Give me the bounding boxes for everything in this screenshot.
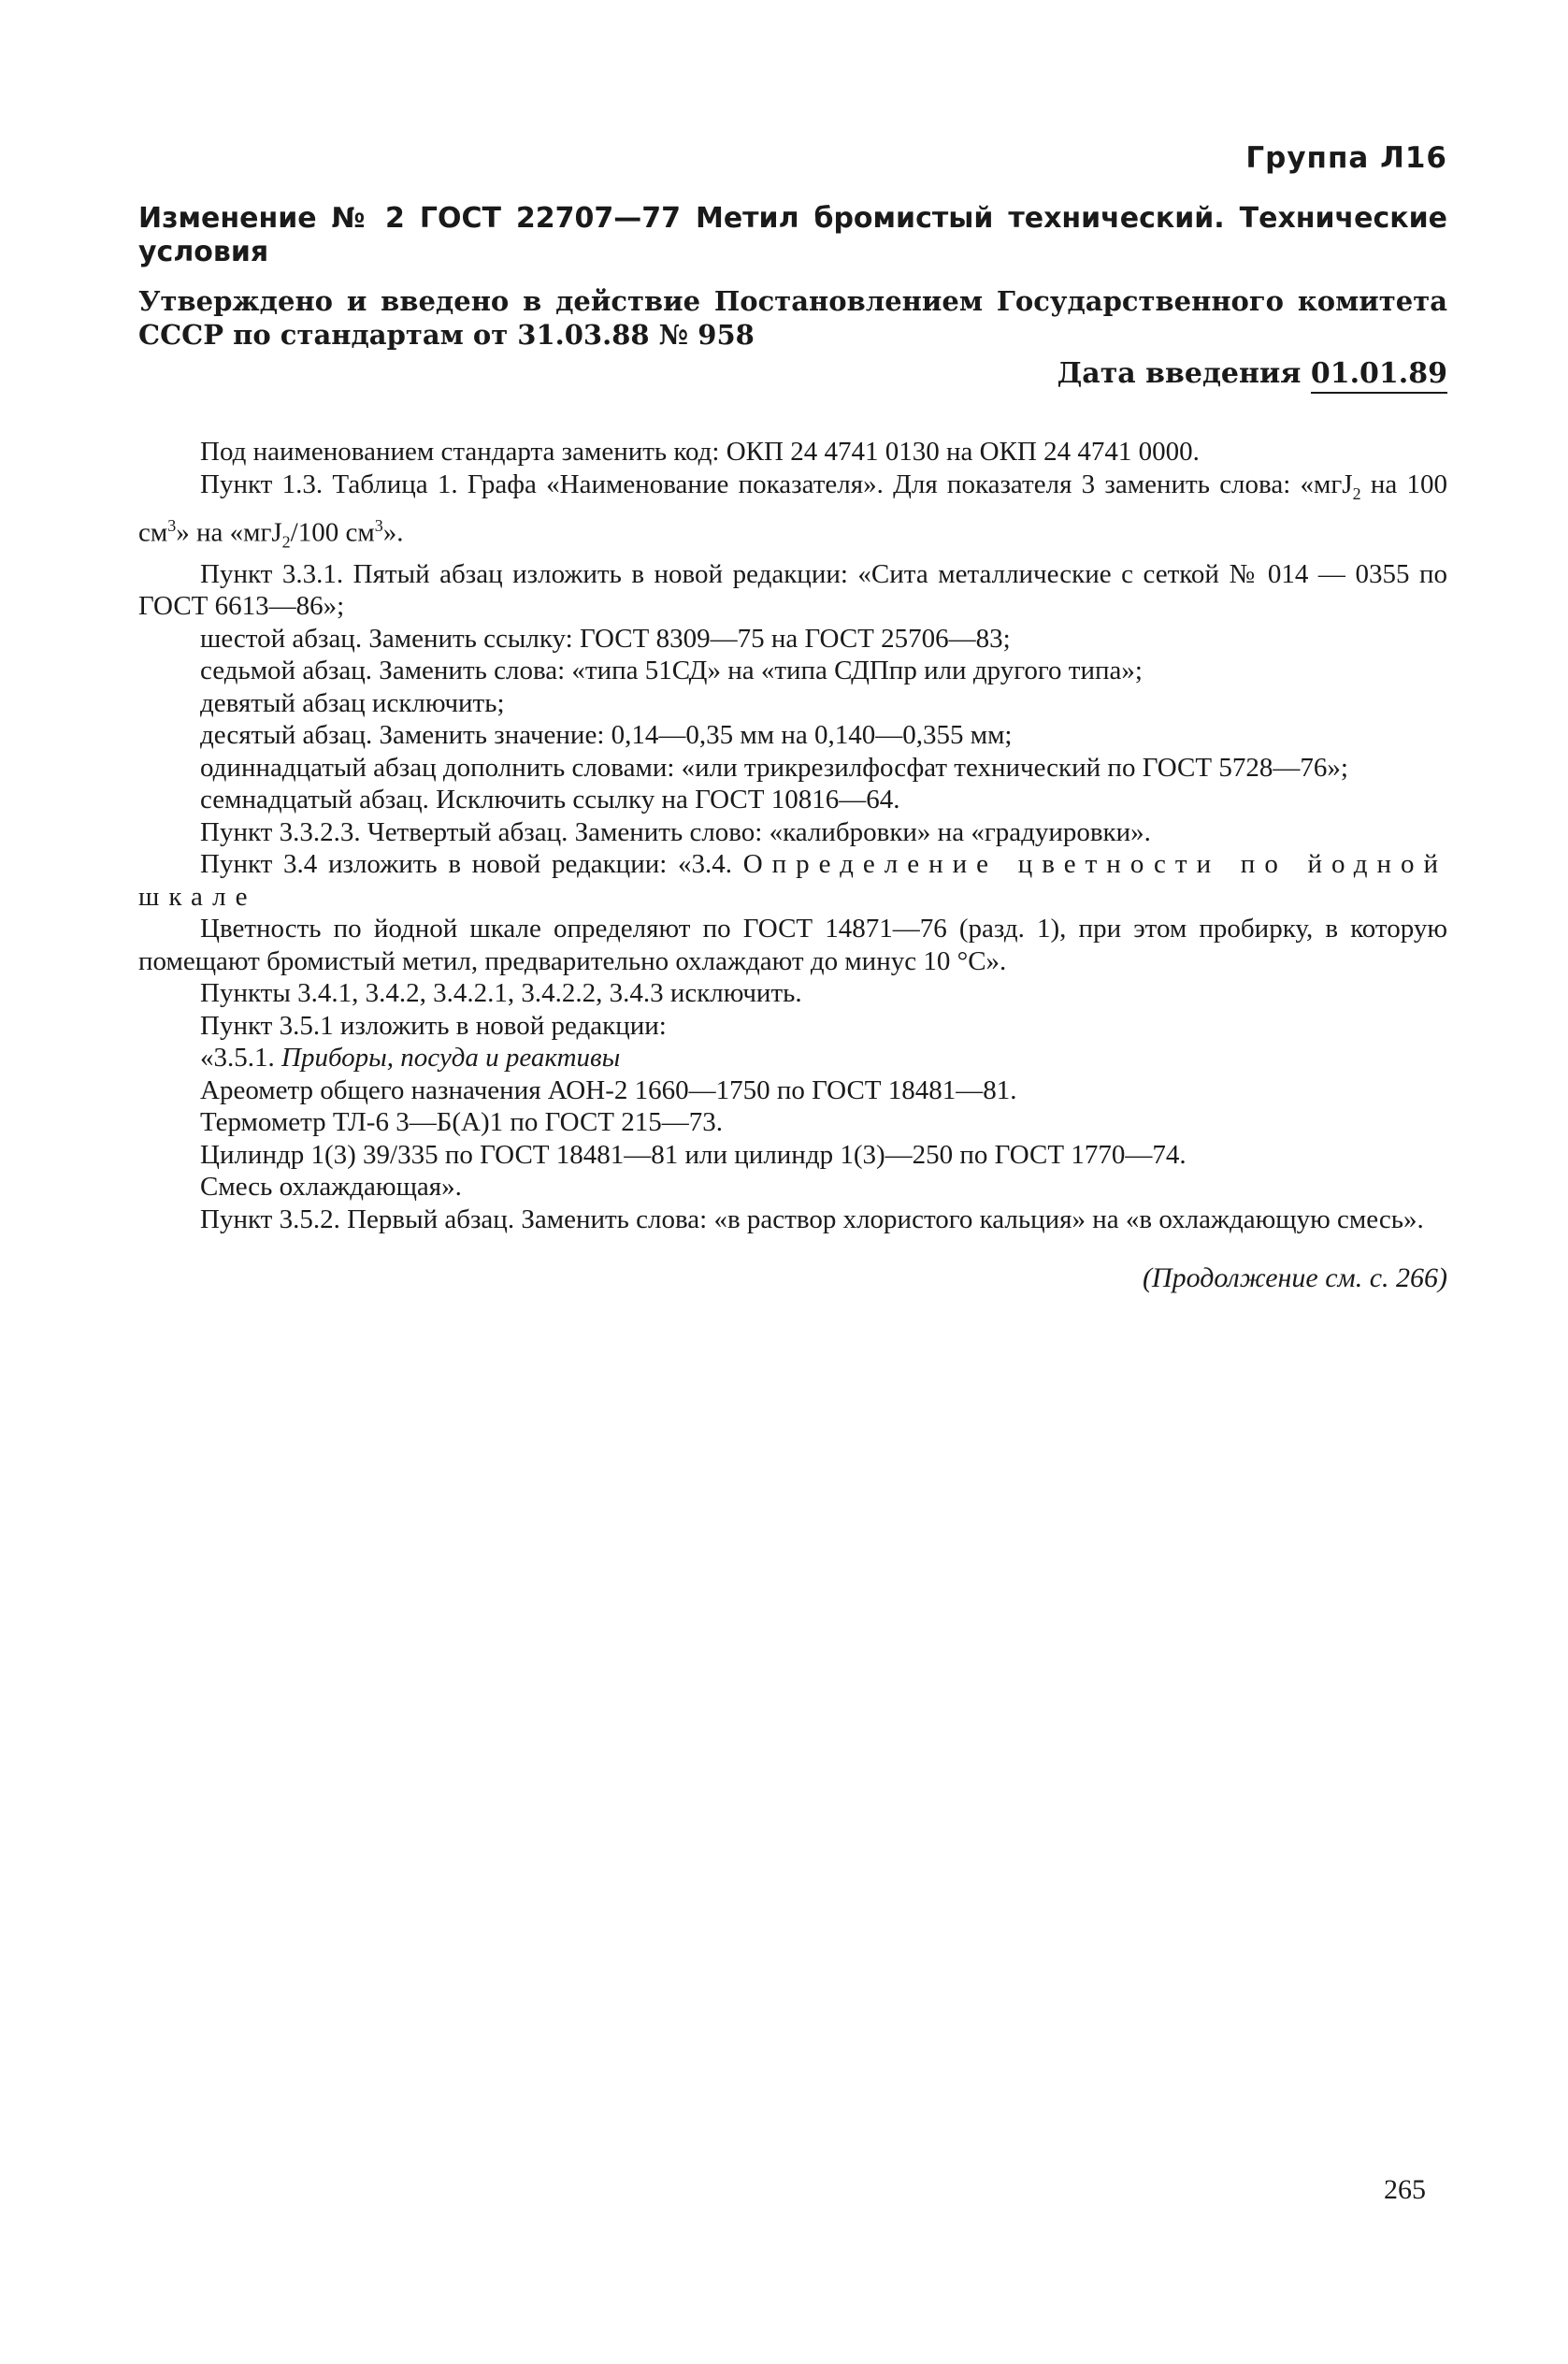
subsection-title-italic: Приборы, посуда и реактивы [281, 1043, 621, 1074]
paragraph: седьмой абзац. Заменить слова: «типа 51СД» на «типа СДПпр или другого типа»; [200, 656, 1143, 686]
amendment-body [138, 436, 1447, 1235]
paragraph: Пункт 3.5.1 изложить в новой редакции: [200, 1010, 667, 1041]
approval-statement: Утверждено и введено в действие Постановлением Государственного комитета СССР по стандартам от 31.03.88 № 958 [138, 285, 1447, 351]
paragraph [138, 468, 1447, 558]
paragraph: Под наименованием стандарта заменить код: ОКП 24 4741 0130 на ОКП 24 4741 0000. [200, 437, 1200, 467]
paragraph: Пункт 3.3.1. Пятый абзац изложить в новой редакции: «Сита металлические с сеткой № 014 — 0355 по ГОСТ 6613—86»; [138, 558, 1447, 622]
paragraph: Цилиндр 1(3) 39/335 по ГОСТ 18481—81 или цилиндр 1(3)—250 по ГОСТ 1770—74. [200, 1139, 1187, 1170]
paragraph: Смесь охлаждающая». [200, 1172, 462, 1203]
paragraph: девятый абзац исключить; [200, 687, 505, 718]
paragraph: шестой абзац. Заменить ссылку: ГОСТ 8309—75 на ГОСТ 25706—83; [200, 623, 1011, 654]
subscript: 2 [281, 532, 291, 552]
page-number: 265 [1384, 2174, 1426, 2205]
text-fragment: Пункт 1.3. Таблица 1. Графа «Наименование показателя». Для показателя 3 заменить слова: «мгJ [200, 468, 1353, 499]
text-fragment: на 100 см [138, 468, 1447, 548]
effective-date-value: 01.01.89 [1311, 357, 1447, 394]
paragraph: Ареометр общего назначения АОН-2 1660—1750 по ГОСТ 18481—81. [200, 1074, 1017, 1105]
document-content [138, 140, 1447, 1297]
text-fragment: ». [382, 517, 404, 548]
paragraph: Цветность по йодной шкале определяют по ГОСТ 14871—76 (разд. 1), при этом пробирку, в которую помещают бромистый метил, предварительно охлаждают до минус 10 °С». [138, 914, 1447, 976]
amendment-title: Изменение № 2 ГОСТ 22707—77 Метил бромистый технический. Технические условия [138, 202, 1447, 268]
paragraph: Термометр ТЛ-6 3—Б(А)1 по ГОСТ 215—73. [200, 1107, 724, 1138]
paragraph: семнадцатый абзац. Исключить ссылку на ГОСТ 10816—64. [200, 785, 900, 815]
superscript: 3 [167, 515, 177, 535]
paragraph [138, 848, 1447, 913]
paragraph: Пункт 3.3.2.3. Четвертый абзац. Заменить слово: «калибровки» на «градуировки». [200, 816, 1151, 847]
superscript: 3 [374, 515, 383, 535]
paragraph: Пункты 3.4.1, 3.4.2, 3.4.2.1, 3.4.2.2, 3.4.3 исключить. [200, 978, 802, 1009]
section-heading-spaced: Определение цветности по йодной шкале [138, 849, 1447, 912]
paragraph [138, 1042, 1447, 1074]
group-code: Группа Л16 [1245, 141, 1447, 175]
continuation-note: (Продолжение см. с. 266) [1142, 1262, 1447, 1294]
paragraph: десятый абзац. Заменить значение: 0,14—0,35 мм на 0,140—0,355 мм; [200, 720, 1013, 751]
text-fragment: » на «мгJ [176, 517, 282, 548]
text-fragment: «3.5.1. [200, 1043, 281, 1074]
effective-date-label: Дата введения [1057, 357, 1302, 390]
effective-date [138, 355, 1447, 393]
text-fragment: /100 см [290, 517, 375, 548]
paragraph: одиннадцатый абзац дополнить словами: «или трикрезилфосфат технический по ГОСТ 5728—76»; [200, 752, 1348, 783]
text-fragment: Пункт 3.4 изложить в новой редакции: «3.4. [200, 849, 743, 880]
subscript: 2 [1352, 483, 1361, 503]
paragraph: Пункт 3.5.2. Первый абзац. Заменить слова: «в раствор хлористого кальция» на «в охлаждающую смесь». [200, 1204, 1424, 1234]
